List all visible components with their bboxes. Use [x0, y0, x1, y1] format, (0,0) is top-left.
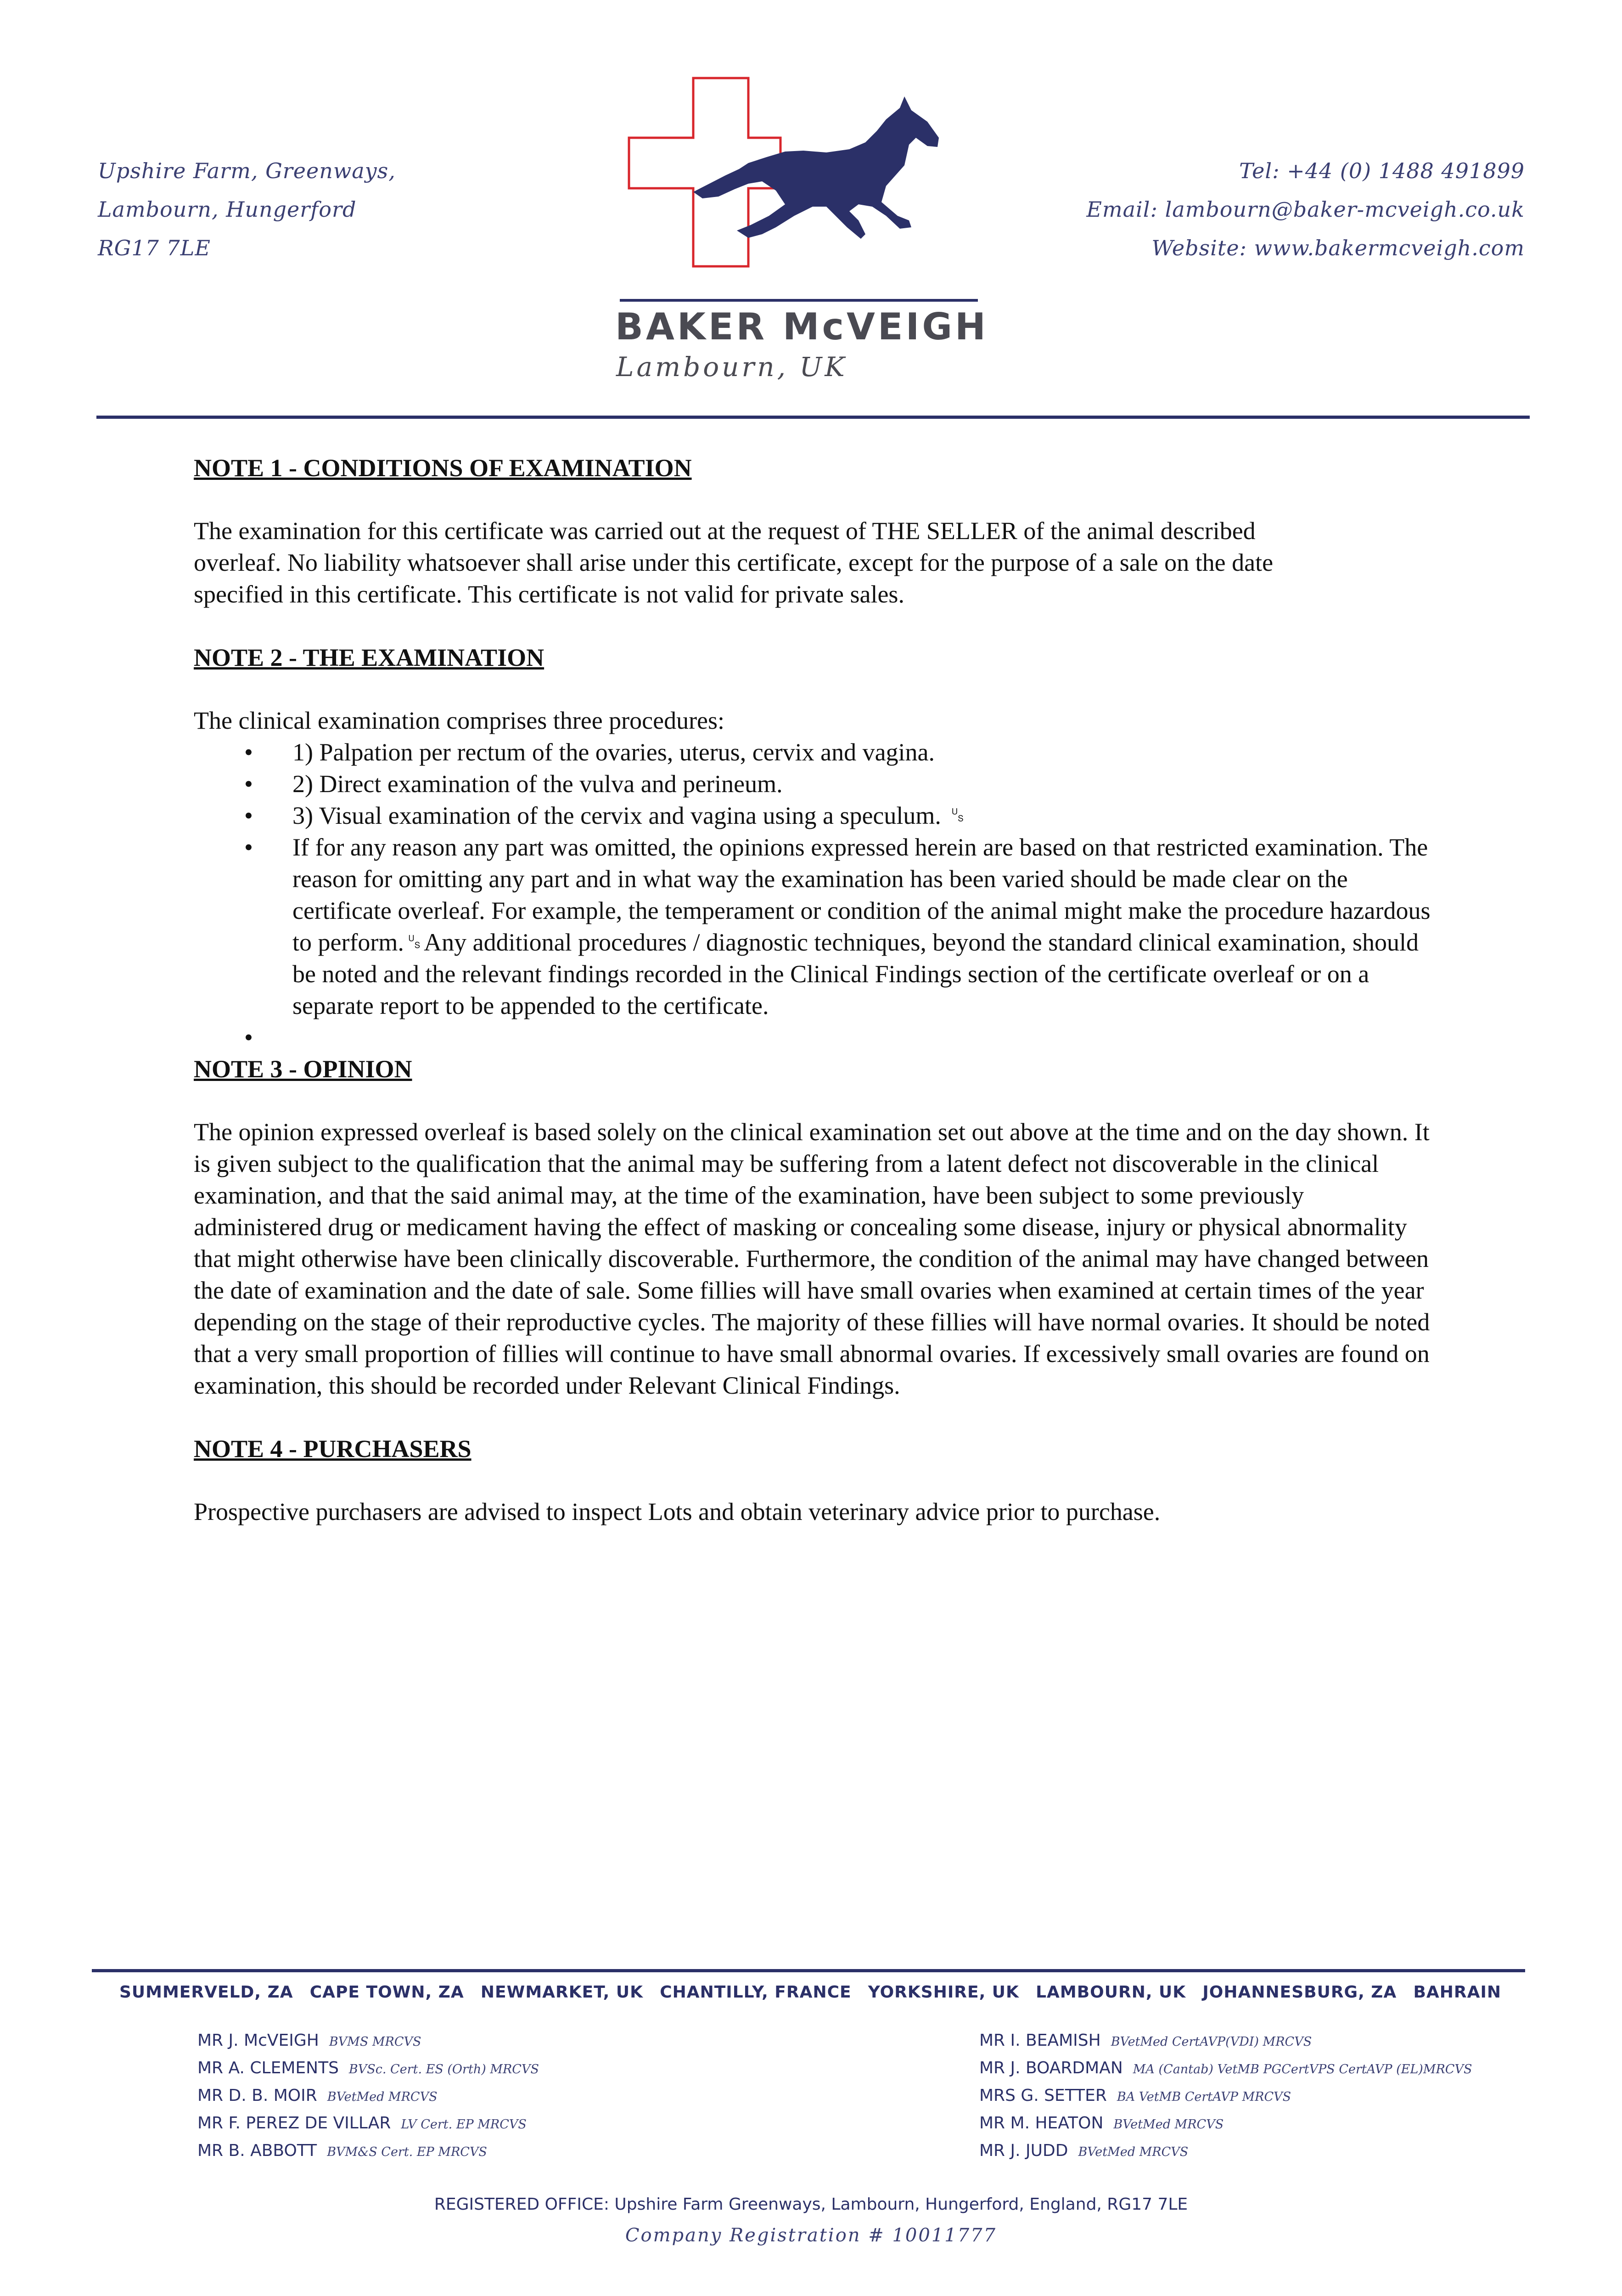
list-item — [194, 768, 1433, 800]
vet-entry — [197, 2082, 539, 2110]
location-item: CAPE TOWN, ZA — [309, 1983, 464, 2002]
note3-heading: NOTE 3 - OPINION — [194, 1055, 412, 1083]
location-item: CHANTILLY, FRANCE — [660, 1983, 852, 2002]
company-registration: Company Registration # 10011777 — [625, 2225, 997, 2246]
brand-name: BAKER McVEIGH — [615, 305, 988, 348]
vets-list-right — [979, 2027, 1472, 2165]
bullet-mark: • — [244, 738, 253, 766]
list-item-text: 1) Palpation per rectum of the ovaries, uterus, cervix and vagina. — [292, 738, 935, 766]
list-item-text: 3) Visual examination of the cervix and vagina using a speculum. ␟ — [292, 802, 967, 829]
list-item-text: 2) Direct examination of the vulva and perineum. — [292, 770, 783, 798]
note1-heading: NOTE 1 - CONDITIONS OF EXAMINATION — [194, 454, 692, 482]
list-item — [194, 737, 1433, 768]
address-block — [98, 152, 396, 267]
vet-name: MRS G. SETTER — [979, 2086, 1107, 2105]
notes-content — [194, 452, 1433, 1559]
vet-entry — [979, 2027, 1472, 2055]
registered-office: REGISTERED OFFICE: Upshire Farm Greenways, Lambourn, Hungerford, England, RG17 7LE — [434, 2195, 1188, 2214]
address-line: Lambourn, Hungerford — [98, 197, 357, 222]
vet-qualifications: BVetMed MRCVS — [1113, 2117, 1224, 2132]
vet-entry — [197, 2055, 539, 2082]
vet-name: MR I. BEAMISH — [979, 2031, 1101, 2050]
vet-name: MR M. HEATON — [979, 2114, 1104, 2133]
location-item: SUMMERVELD, ZA — [119, 1983, 293, 2002]
note4-text: Prospective purchasers are advised to inspect Lots and obtain veterinary advice prior to purchase. — [194, 1498, 1161, 1525]
vet-qualifications: BVSc. Cert. ES (Orth) MRCVS — [348, 2062, 539, 2077]
location-item: BAHRAIN — [1413, 1983, 1501, 2002]
bullet-mark: • — [244, 802, 253, 829]
vet-entry — [979, 2055, 1472, 2082]
baker-mcveigh-logo — [611, 69, 1024, 400]
vet-name: MR F. PEREZ DE VILLAR — [197, 2114, 391, 2133]
note1-line: specified in this certificate. This certificate is not valid for private sales. — [194, 580, 904, 608]
list-item — [194, 832, 1433, 1022]
header-divider — [96, 416, 1530, 419]
vet-qualifications: BA VetMB CertAVP MRCVS — [1117, 2090, 1291, 2104]
vet-name: MR D. B. MOIR — [197, 2086, 317, 2105]
contact-phone: Tel: +44 (0) 1488 491899 — [1239, 158, 1525, 183]
list-item — [194, 1022, 1433, 1053]
list-item-text: If for any reason any part was omitted, the opinions expressed herein are based on that restricted examination. The reason for omitting any part and in what way the examination has been varied should be made clear on the certificate overleaf. For example, the temperament or condition of the animal might make the procedure hazardous to perform.␟Any additional procedures / diagnostic techniques, beyond the standard clinical examination, should be noted and the relevant findings recorded in the Clinical Findings section of the certificate overleaf or on a separate report to be appended to the certificate. — [292, 833, 1431, 1019]
address-line: Upshire Farm, Greenways, — [98, 158, 396, 183]
location-item: LAMBOURN, UK — [1036, 1983, 1186, 2002]
contact-block — [1086, 152, 1525, 267]
vet-name: MR J. JUDD — [979, 2141, 1068, 2160]
vet-qualifications: MA (Cantab) VetMB PGCertVPS CertAVP (EL)MRCVS — [1133, 2062, 1472, 2077]
vet-name: MR J. BOARDMAN — [979, 2059, 1123, 2077]
note1-line: overleaf. No liability whatsoever shall arise under this certificate, except for the purpose of a sale on the date — [194, 549, 1274, 576]
vet-entry — [197, 2110, 539, 2138]
office-locations — [119, 1983, 1501, 2002]
list-item — [194, 800, 1433, 832]
note4-heading: NOTE 4 - PURCHASERS — [194, 1435, 471, 1463]
location-item: YORKSHIRE, UK — [868, 1983, 1019, 2002]
note2-intro: The clinical examination comprises three procedures: — [194, 707, 725, 734]
vet-name: MR A. CLEMENTS — [197, 2059, 339, 2077]
vet-entry — [979, 2110, 1472, 2138]
vet-entry — [979, 2138, 1472, 2165]
address-line: RG17 7LE — [98, 236, 211, 260]
vet-qualifications: BVetMed MRCVS — [327, 2090, 438, 2104]
note1-line: The examination for this certificate was carried out at the request of THE SELLER of the animal described — [194, 517, 1256, 545]
vet-qualifications: BVM&S Cert. EP MRCVS — [327, 2145, 487, 2159]
note2-procedures-list — [194, 737, 1433, 1053]
note1-text — [194, 515, 1433, 610]
vets-list-left — [197, 2027, 539, 2165]
note3-text: The opinion expressed overleaf is based solely on the clinical examination set out above at the time and on the day shown. It is given subject to the qualification that the animal may be suffering from a latent defect not discoverable in the clinical examination, and that the said animal may, at the time of the examination, have been subject to some previously administered drug or medicament having the effect of masking or concealing some disease, injury or physical abnormality that might otherwise have been clinically discoverable. Furthermore, the condition of the animal may have changed between the date of examination and the date of sale. Some fillies will have small ovaries when examined at certain times of the year depending on the stage of their reproductive cycles. The majority of these fillies will have normal ovaries. It should be noted that a very small proportion of fillies will continue to have small abnormal ovaries. If excessively small ovaries are found on examination, this should be recorded under Relevant Clinical Findings. — [194, 1118, 1430, 1399]
bullet-mark: • — [244, 1024, 253, 1051]
vet-entry — [197, 2138, 539, 2165]
vet-entry — [197, 2027, 539, 2055]
vet-qualifications: BVetMed MRCVS — [1078, 2145, 1189, 2159]
vet-name: MR J. McVEIGH — [197, 2031, 319, 2050]
bullet-mark: • — [244, 770, 253, 798]
location-item: JOHANNESBURG, ZA — [1202, 1983, 1397, 2002]
vet-qualifications: BVMS MRCVS — [329, 2035, 421, 2049]
footer-divider — [92, 1969, 1525, 1972]
contact-website: Website: www.bakermcveigh.com — [1151, 236, 1525, 260]
vet-qualifications: LV Cert. EP MRCVS — [401, 2117, 527, 2132]
bullet-mark: • — [244, 833, 253, 861]
note2-heading: NOTE 2 - THE EXAMINATION — [194, 644, 544, 671]
horse-icon — [693, 96, 939, 239]
location-item: NEWMARKET, UK — [480, 1983, 644, 2002]
brand-location: Lambourn, UK — [616, 351, 847, 383]
vet-entry — [979, 2082, 1472, 2110]
contact-email: Email: lambourn@baker-mcveigh.co.uk — [1086, 197, 1525, 222]
vet-qualifications: BVetMed CertAVP(VDI) MRCVS — [1111, 2035, 1312, 2049]
vet-name: MR B. ABBOTT — [197, 2141, 317, 2160]
